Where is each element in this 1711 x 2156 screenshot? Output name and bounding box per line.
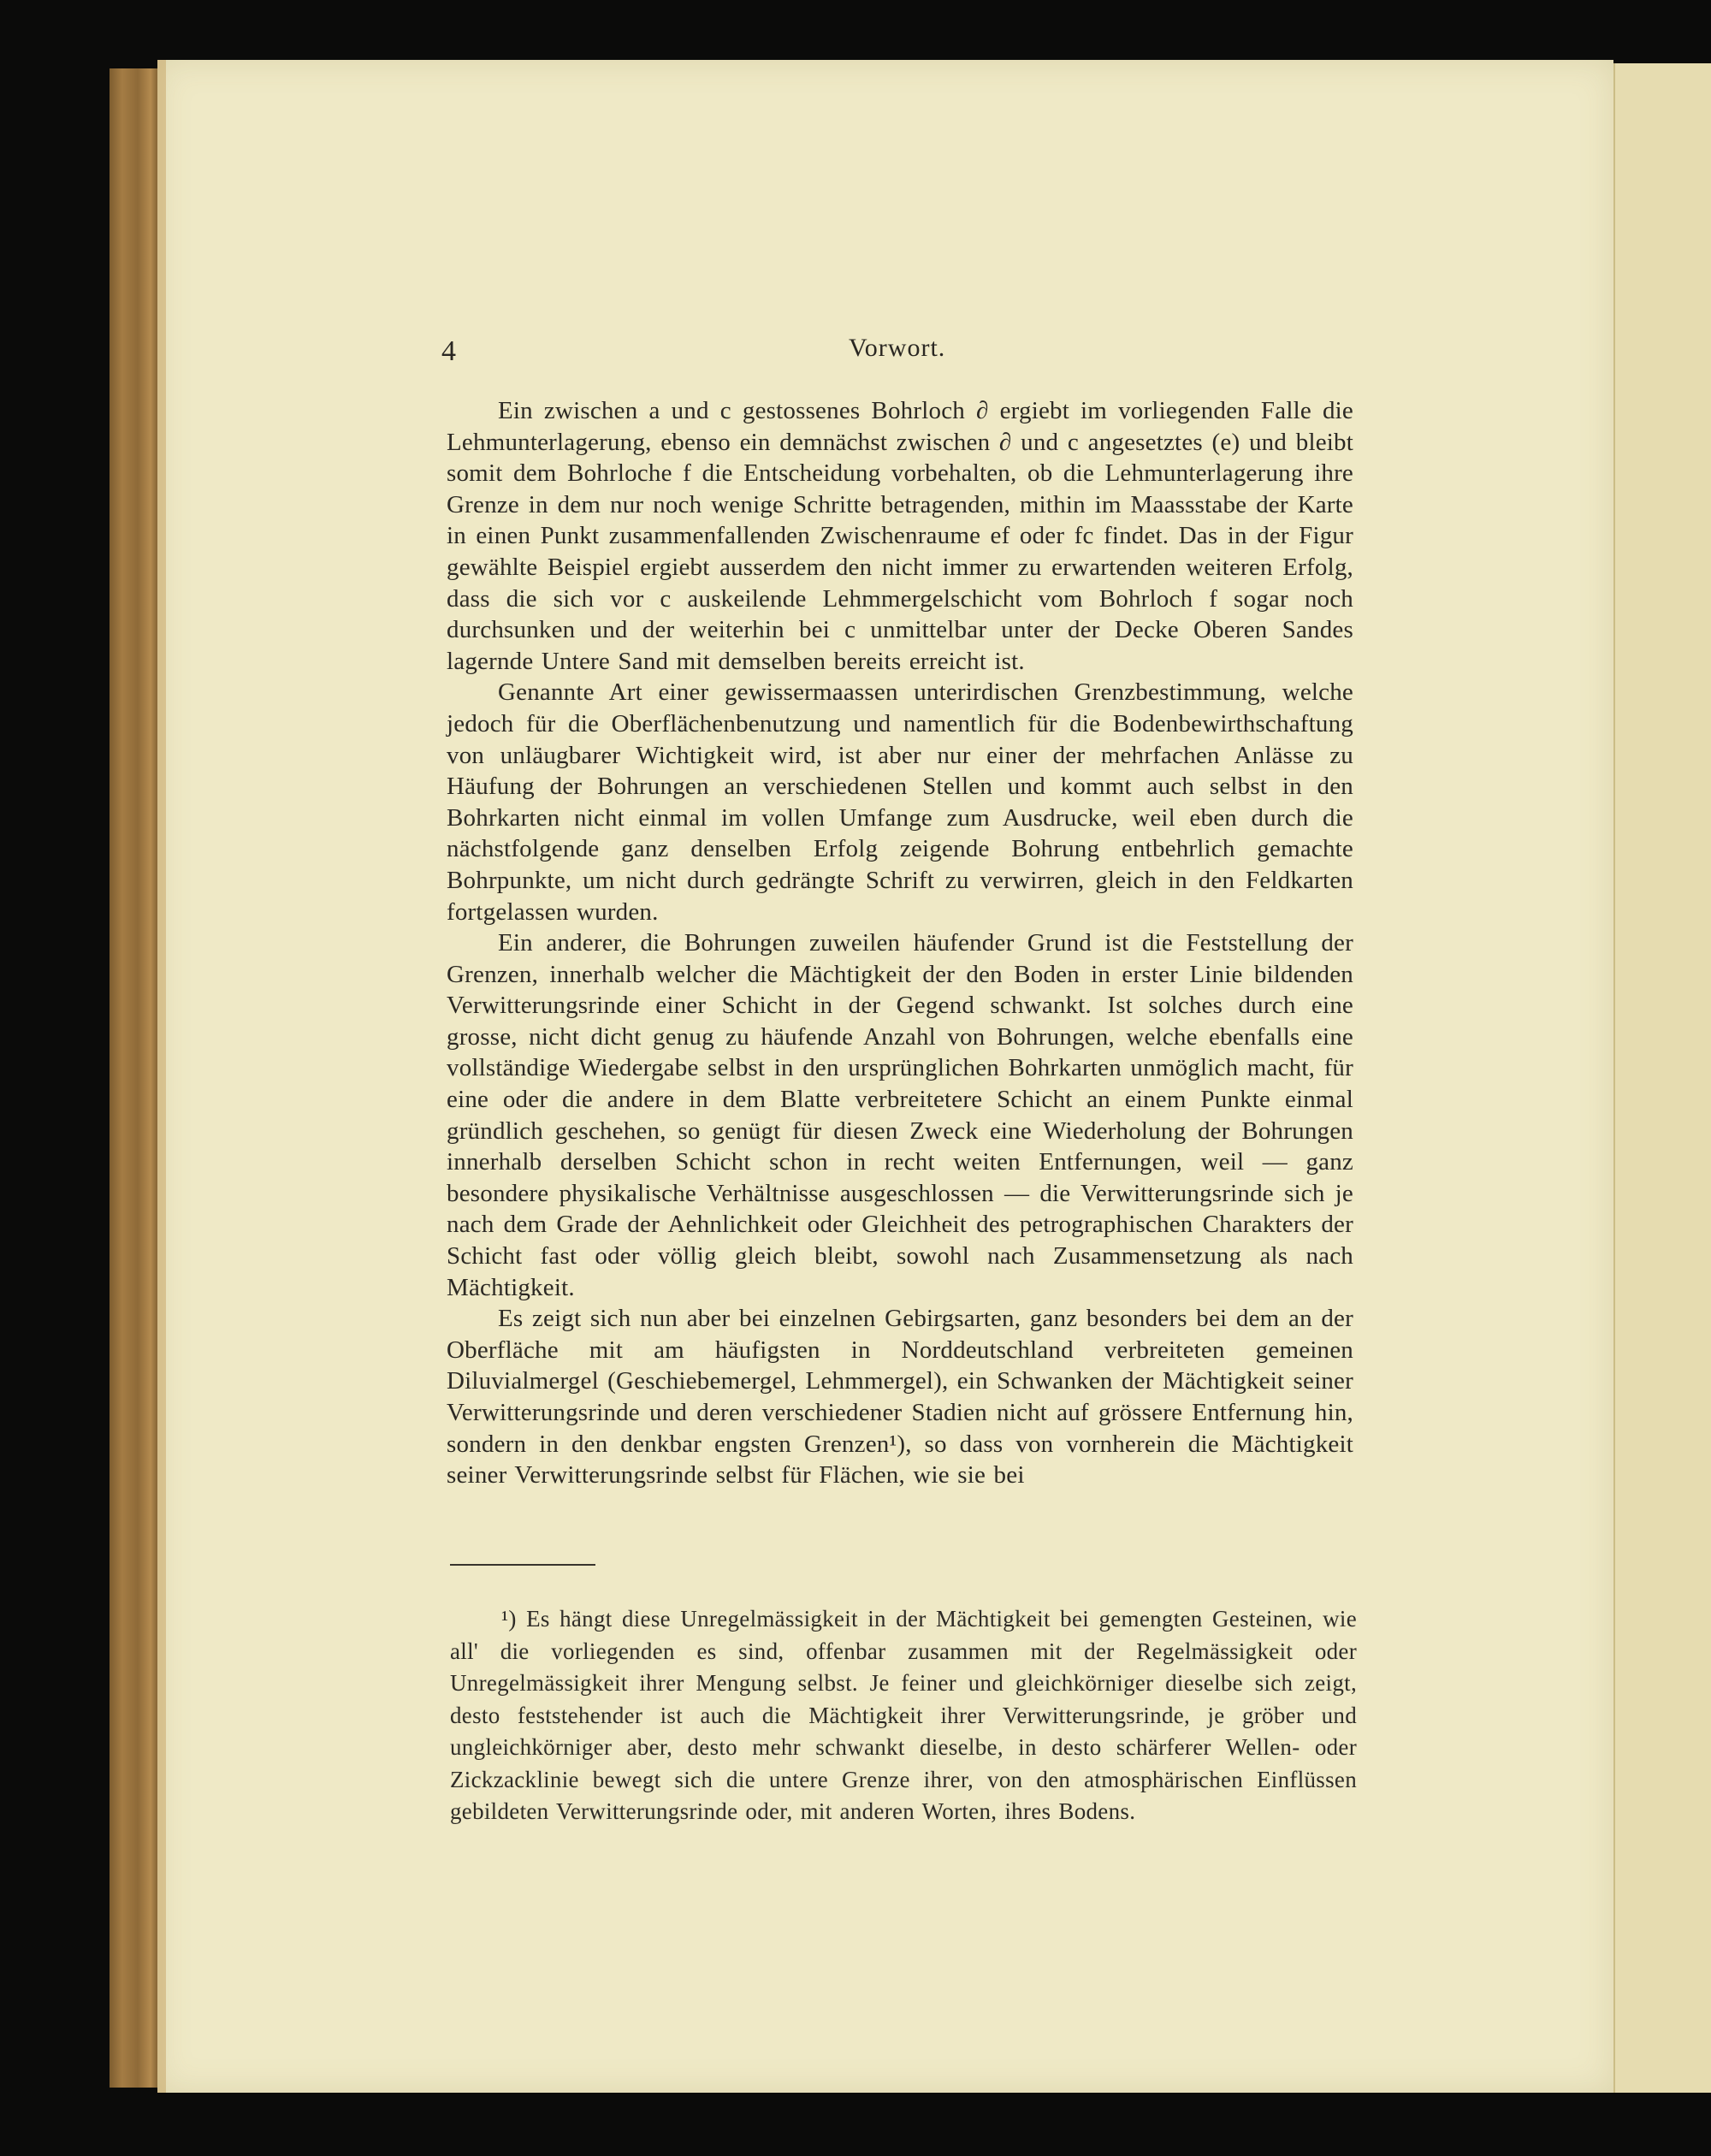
running-title: Vorwort. (849, 334, 946, 362)
book-spine (110, 68, 161, 2088)
paragraph: Ein anderer, die Bohrungen zuweilen häufender Grund ist die Feststellung der Grenzen, innerhalb welcher die Mächtigkeit der den Boden in erster Linie bildenden Verwitterungsrinde einer Schicht in der Gegend schwankt. Ist solches durch eine grosse, nicht dicht genug zu häufende Anzahl von Bohrungen, welche ebenfalls eine vollständige Wiedergabe selbst in den ursprünglichen Bohrkarten unmöglich macht, für eine oder die andere in dem Blatte verbreitetere Schicht an einem Punkte einmal gründlich geschehen, so genügt für diesen Zweck eine Wiederholung der Bohrungen innerhalb derselben Schicht schon in recht weiten Entfernungen, weil — ganz besondere physikalische Verhältnisse ausgeschlossen — die Verwitterungsrinde sich je nach dem Grade der Aehnlichkeit oder Gleichheit des petrographischen Charakters der Schicht fast oder völlig gleich bleibt, sowohl nach Zusammensetzung als nach Mächtigkeit. (447, 929, 1353, 1301)
paragraph: Es zeigt sich nun aber bei einzelnen Gebirgsarten, ganz besonders bei dem an der Oberfläche mit am häufigsten in Norddeutschland verbreiteten gemeinen Diluvialmergel (Geschiebemergel, Lehmmergel), ein Schwanken der Mächtigkeit seiner Verwitterungsrinde und deren verschiedener Stadien nicht auf grössere Entfernung hin, sondern in den denkbar engsten Grenzen¹), so dass von vornherein die Mächtigkeit seiner Verwitterungsrinde selbst für Flächen, wie sie bei (447, 1305, 1353, 1490)
paragraph: Ein zwischen a und c gestossenes Bohrloch ∂ ergiebt im vorliegenden Falle die Lehmunterlagerung, ebenso ein demnächst zwischen ∂ und c angesetztes (e) und bleibt somit dem Bohrloche f die Entscheidung vorbehalten, ob die Lehmunterlagerung ihre Grenze in dem nur noch wenige Schritte betragenden, mithin im Maassstabe der Karte in einen Punkt zusammenfallenden Zwischenraume ef oder fc findet. Das in der Figur gewählte Beispiel ergiebt ausserdem den nicht immer zu erwartenden weiteren Erfolg, dass die sich vor c auskeilende Lehmmergelschicht vom Bohrloch f sogar noch durchsunken und der weiterhin bei c unmittelbar unter der Decke Oberen Sandes lagernde Untere Sand mit demselben bereits erreicht ist. (447, 397, 1353, 675)
page-gutter-edge (157, 60, 166, 2093)
paragraph: Genannte Art einer gewissermaassen unterirdischen Grenzbestimmung, welche jedoch für die Oberflächenbenutzung und namentlich für die Bodenbewirthschaftung von unläugbarer Wichtigkeit wird, ist aber nur einer der mehrfachen Anlässe zu Häufung der Bohrungen an verschiedenen Stellen und kommt auch selbst in den Bohrkarten nicht einmal im vollen Umfange zum Ausdrucke, weil eben durch die nächstfolgende ganz denselben Erfolg zeigende Bohrung entbehrlich gemachte Bohrpunkte, um nicht durch gedrängte Schrift zu verwirren, gleich in den Feldkarten fortgelassen wurden. (447, 678, 1353, 926)
footnote-separator (450, 1564, 595, 1566)
body-text (447, 395, 1353, 1491)
facing-page-edge (1613, 63, 1711, 2093)
page-number: 4 (441, 335, 456, 367)
footnote: ¹) Es hängt diese Unregelmässigkeit in der Mächtigkeit bei gemengten Gesteinen, wie all' die vorliegenden es sind, offenbar zusammen mit der Regelmässigkeit oder Unregelmässigkeit ihrer Mengung selbst. Je feiner und gleichkörniger dieselbe sich zeigt, desto feststehender ist auch die Mächtigkeit ihrer Verwitterungsrinde, je gröber und ungleichkörniger aber, desto mehr schwankt dieselbe, in desto schärferer Wellen- oder Zickzacklinie bewegt sich die untere Grenze ihrer, von den atmosphärischen Einflüssen gebildeten Verwitterungsrinde oder, mit anderen Worten, ihres Bodens. (450, 1606, 1357, 1824)
